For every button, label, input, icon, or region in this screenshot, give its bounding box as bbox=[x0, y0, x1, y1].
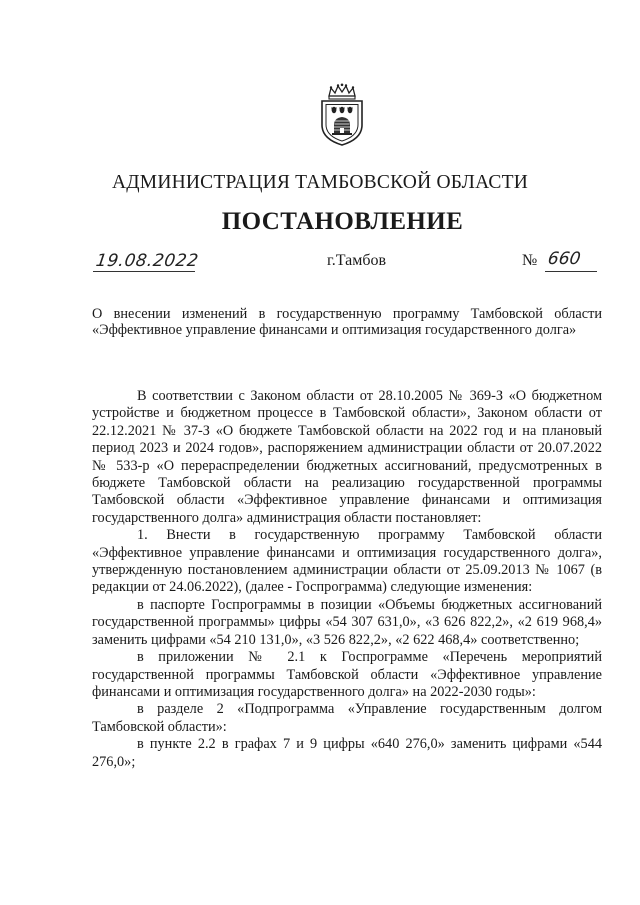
paragraph-point-2-2: в пункте 2.2 в графах 7 и 9 цифры «640 276,0» заменить цифрами «544 276,0»; bbox=[92, 736, 602, 770]
document-number-label: № bbox=[522, 252, 538, 269]
paragraph-preamble: В соответствии с Законом области от 28.10.2005 № 369-З «О бюджетном устройстве и бюджетном процессе в Тамбовской области», Законом области от 22.12.2021 № 37-З «О бюджете Тамбовской области на 2022 год и на плановый период 2023 и 2024 годов», распоряжением администрации области от 20.07.2022 № 533-р «О перераспределении бюджетных ассигнований, предусмотренных в бюджете Тамбовской области на реализацию государственной программы Тамбовской области «Эффективное управление финансами и оптимизация государственного долга» администрация области постановляет: bbox=[92, 388, 602, 526]
document-subject: О внесении изменений в государственную программу Тамбовской области «Эффективное управление финансами и оптимизация государственного долга» bbox=[92, 306, 602, 338]
document-body bbox=[92, 388, 602, 771]
document-number: 660 bbox=[546, 249, 582, 269]
document-type-title: ПОСТАНОВЛЕНИЕ bbox=[221, 208, 464, 235]
coat-of-arms-icon bbox=[318, 83, 366, 147]
document-date: 19.08.2022 bbox=[94, 251, 200, 271]
paragraph-section-2: в разделе 2 «Подпрограмма «Управление государственным долгом Тамбовской области»: bbox=[92, 701, 602, 735]
organization-name: АДМИНИСТРАЦИЯ ТАМБОВСКОЙ ОБЛАСТИ bbox=[112, 172, 528, 193]
number-underline bbox=[545, 271, 597, 272]
paragraph-appendix-change: в приложении № 2.1 к Госпрограмме «Перечень мероприятий государственной программы Тамбовской области «Эффективное управление финансами и оптимизация государственного долга» на 2022-2030 годы»: bbox=[92, 649, 602, 700]
paragraph-item-1: 1. Внести в государственную программу Тамбовской области «Эффективное управление финансами и оптимизация государственного долга», утвержденную постановлением администрации области от 25.09.2013 № 1067 (в редакции от 24.06.2022), (далее - Госпрограмма) следующие изменения: bbox=[92, 527, 602, 596]
document-city: г.Тамбов bbox=[327, 252, 387, 269]
paragraph-passport-change: в паспорте Госпрограммы в позиции «Объемы бюджетных ассигнований государственной программы» цифры «54 307 631,0», «3 626 822,2», «2 619 968,4» заменить цифрами «54 210 131,0», «3 526 822,2», «2 622 468,4» соответственно; bbox=[92, 596, 602, 648]
date-underline bbox=[93, 271, 195, 272]
